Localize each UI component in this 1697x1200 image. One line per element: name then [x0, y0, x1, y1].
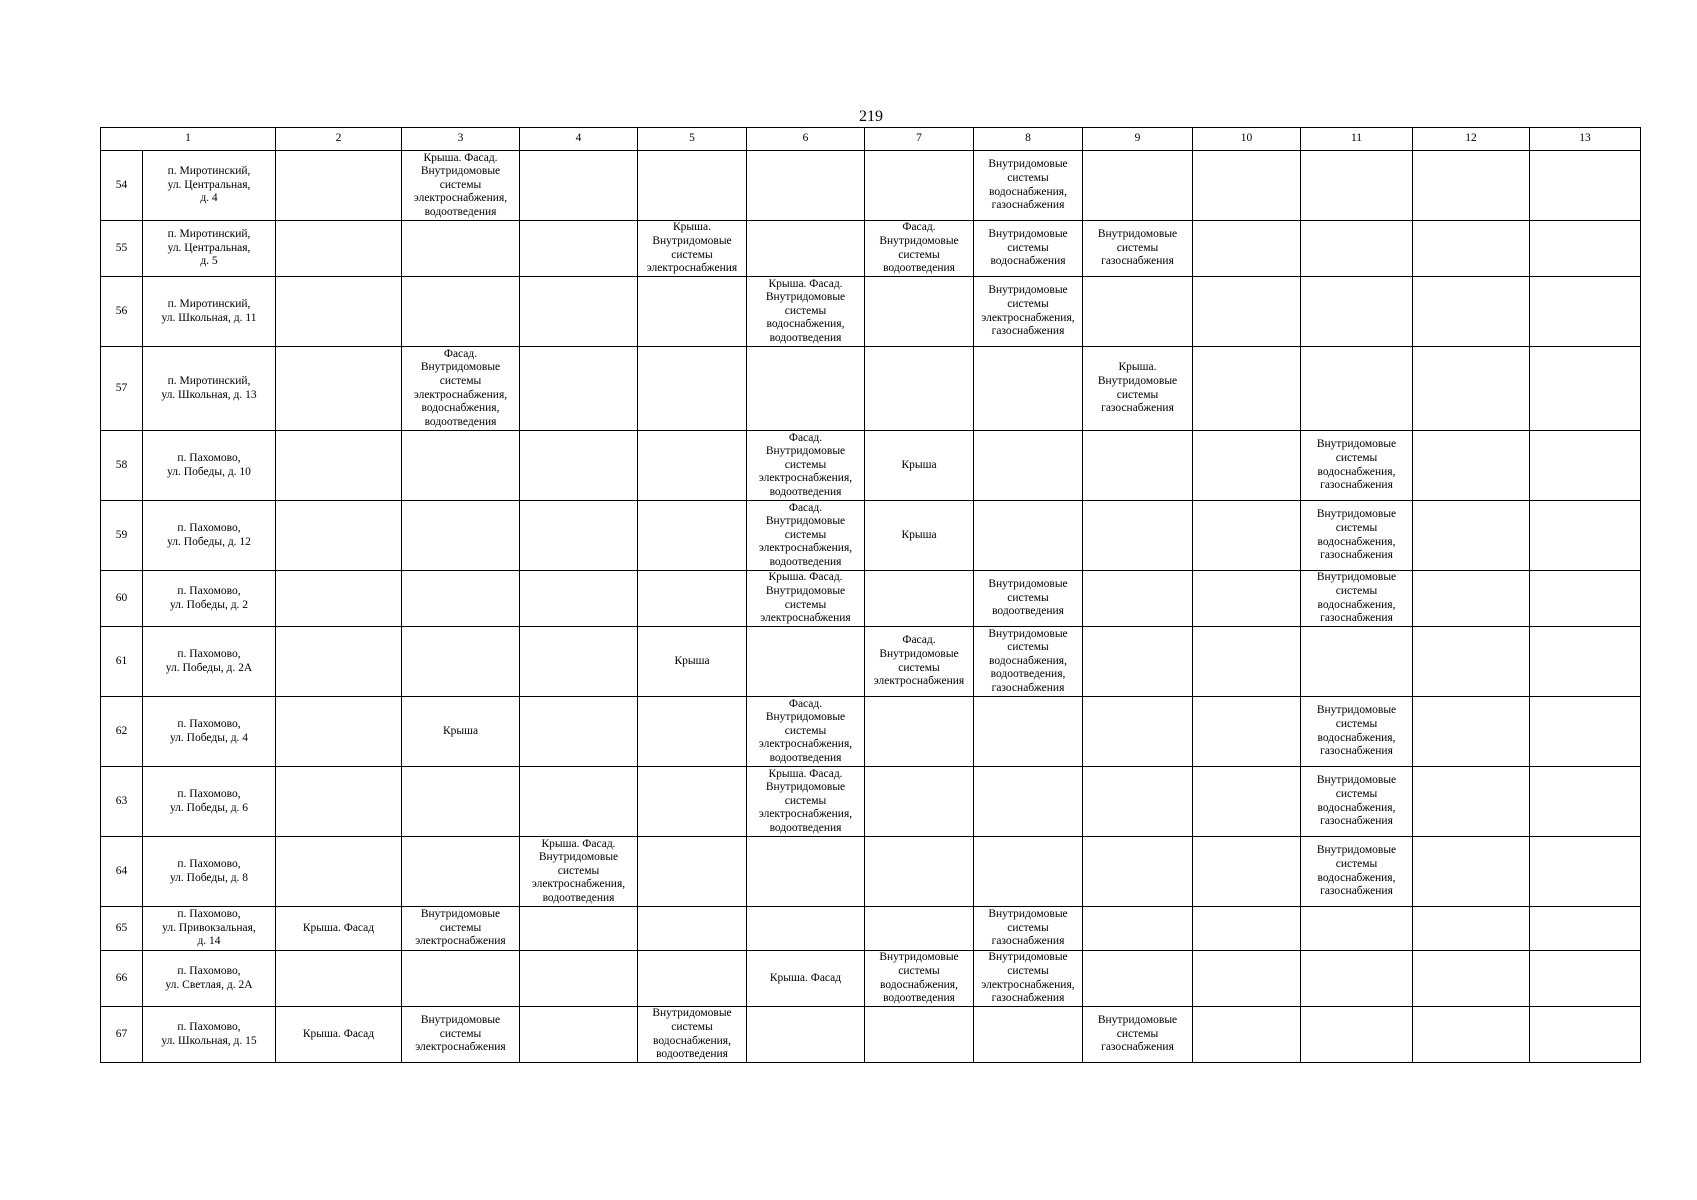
column-number-header: 5 — [638, 128, 747, 151]
column-number-header: 7 — [865, 128, 974, 151]
work-type-cell — [1301, 907, 1413, 951]
work-type-cell: Внутридомовые системы электроснабжения — [402, 907, 520, 951]
work-type-cell — [1530, 697, 1641, 767]
work-type-cell — [638, 571, 747, 627]
table-row — [101, 501, 1641, 571]
work-type-cell: Внутридомовые системы водоснабжения, водоотведения, газоснабжения — [974, 627, 1083, 697]
work-type-cell — [638, 151, 747, 221]
work-type-cell — [1413, 221, 1530, 277]
work-type-cell — [1083, 767, 1193, 837]
work-type-cell — [865, 697, 974, 767]
work-type-cell — [1193, 277, 1301, 347]
work-type-cell — [1530, 571, 1641, 627]
work-type-cell — [402, 277, 520, 347]
column-number-header: 11 — [1301, 128, 1413, 151]
work-type-cell — [1413, 951, 1530, 1007]
work-type-cell — [1193, 151, 1301, 221]
work-type-cell — [974, 697, 1083, 767]
work-type-cell — [1083, 627, 1193, 697]
row-number: 64 — [101, 837, 143, 907]
column-number-header: 10 — [1193, 128, 1301, 151]
work-type-cell — [1083, 277, 1193, 347]
work-type-cell — [638, 907, 747, 951]
work-type-cell — [747, 1007, 865, 1063]
work-type-cell — [276, 501, 402, 571]
work-type-cell: Крыша. Фасад. Внутридомовые системы водоснабжения, водоотведения — [747, 277, 865, 347]
work-type-cell — [1083, 151, 1193, 221]
table-row — [101, 697, 1641, 767]
work-type-cell — [747, 627, 865, 697]
work-type-cell — [638, 951, 747, 1007]
row-number: 56 — [101, 277, 143, 347]
table-row — [101, 431, 1641, 501]
work-type-cell — [1083, 951, 1193, 1007]
work-type-cell — [402, 431, 520, 501]
work-type-cell — [1530, 951, 1641, 1007]
work-type-cell — [520, 907, 638, 951]
work-type-cell: Крыша — [865, 431, 974, 501]
work-type-cell — [1413, 837, 1530, 907]
work-type-cell — [276, 431, 402, 501]
work-type-cell — [638, 277, 747, 347]
column-number-header: 1 — [101, 128, 276, 151]
work-type-cell — [638, 501, 747, 571]
work-type-cell — [276, 347, 402, 431]
work-type-cell — [520, 571, 638, 627]
address-cell: п. Пахомово, ул. Привокзальная, д. 14 — [143, 907, 276, 951]
work-type-cell — [402, 627, 520, 697]
work-type-cell — [402, 221, 520, 277]
work-type-cell: Крыша. Внутридомовые системы газоснабжения — [1083, 347, 1193, 431]
work-type-cell — [276, 837, 402, 907]
column-number-row — [101, 128, 1641, 151]
work-type-cell — [276, 571, 402, 627]
address-cell: п. Миротинский, ул. Школьная, д. 11 — [143, 277, 276, 347]
work-type-cell — [1301, 221, 1413, 277]
work-type-cell: Крыша — [638, 627, 747, 697]
work-type-cell — [1530, 221, 1641, 277]
work-type-cell — [865, 151, 974, 221]
table-row — [101, 277, 1641, 347]
work-type-cell — [638, 697, 747, 767]
work-type-cell — [1193, 951, 1301, 1007]
work-type-cell: Фасад. Внутридомовые системы электроснабжения — [865, 627, 974, 697]
row-number: 63 — [101, 767, 143, 837]
work-type-cell: Внутридомовые системы водоснабжения, газоснабжения — [974, 151, 1083, 221]
row-number: 58 — [101, 431, 143, 501]
work-type-cell: Внутридомовые системы водоотведения — [974, 571, 1083, 627]
work-type-cell: Крыша. Фасад. Внутридомовые системы электроснабжения, водоотведения — [402, 151, 520, 221]
address-cell: п. Пахомово, ул. Победы, д. 8 — [143, 837, 276, 907]
work-type-cell — [402, 767, 520, 837]
work-type-cell — [865, 277, 974, 347]
work-type-cell — [1413, 277, 1530, 347]
work-type-cell — [1193, 627, 1301, 697]
column-number-header: 12 — [1413, 128, 1530, 151]
work-type-cell — [520, 1007, 638, 1063]
work-type-cell: Крыша. Фасад — [747, 951, 865, 1007]
work-type-cell — [1413, 347, 1530, 431]
table-row — [101, 1007, 1641, 1063]
row-number: 62 — [101, 697, 143, 767]
work-type-cell — [974, 837, 1083, 907]
work-type-cell — [865, 571, 974, 627]
work-type-cell — [276, 697, 402, 767]
work-type-cell: Внутридомовые системы водоснабжения — [974, 221, 1083, 277]
row-number: 59 — [101, 501, 143, 571]
work-type-cell: Внутридомовые системы водоснабжения, газоснабжения — [1301, 837, 1413, 907]
work-type-cell: Внутридомовые системы электроснабжения, газоснабжения — [974, 951, 1083, 1007]
work-type-cell — [638, 767, 747, 837]
work-type-cell: Крыша. Фасад — [276, 907, 402, 951]
work-type-cell — [1301, 951, 1413, 1007]
work-type-cell — [1083, 571, 1193, 627]
table-row — [101, 151, 1641, 221]
work-type-cell — [1413, 907, 1530, 951]
work-type-cell: Крыша. Внутридомовые системы электроснабжения — [638, 221, 747, 277]
work-type-cell — [747, 221, 865, 277]
work-type-cell — [1193, 501, 1301, 571]
column-number-header: 3 — [402, 128, 520, 151]
work-type-cell: Внутридомовые системы водоснабжения, водоотведения — [638, 1007, 747, 1063]
work-type-cell — [402, 951, 520, 1007]
work-type-cell — [1083, 431, 1193, 501]
table-row — [101, 571, 1641, 627]
work-type-cell — [520, 347, 638, 431]
address-cell: п. Пахомово, ул. Победы, д. 2 — [143, 571, 276, 627]
work-type-cell — [520, 277, 638, 347]
work-type-cell: Внутридомовые системы водоснабжения, газоснабжения — [1301, 571, 1413, 627]
work-type-cell: Внутридомовые системы водоснабжения, водоотведения — [865, 951, 974, 1007]
work-type-cell — [1530, 907, 1641, 951]
address-cell: п. Пахомово, ул. Победы, д. 10 — [143, 431, 276, 501]
work-type-cell: Внутридомовые системы водоснабжения, газоснабжения — [1301, 501, 1413, 571]
work-type-cell — [1083, 697, 1193, 767]
work-type-cell — [1413, 501, 1530, 571]
work-type-cell: Крыша — [865, 501, 974, 571]
row-number: 55 — [101, 221, 143, 277]
work-type-cell — [276, 151, 402, 221]
work-type-cell — [974, 347, 1083, 431]
address-cell: п. Пахомово, ул. Победы, д. 2А — [143, 627, 276, 697]
work-type-cell — [520, 951, 638, 1007]
work-type-cell — [1530, 837, 1641, 907]
work-type-cell — [865, 1007, 974, 1063]
work-type-cell — [1413, 627, 1530, 697]
work-type-cell: Внутридомовые системы водоснабжения, газоснабжения — [1301, 767, 1413, 837]
work-type-cell — [974, 1007, 1083, 1063]
work-type-cell — [1193, 837, 1301, 907]
work-type-cell — [276, 277, 402, 347]
work-type-cell — [1193, 907, 1301, 951]
work-type-cell: Крыша. Фасад. Внутридомовые системы электроснабжения, водоотведения — [747, 767, 865, 837]
work-type-cell — [865, 837, 974, 907]
work-type-cell — [520, 431, 638, 501]
work-type-cell: Внутридомовые системы газоснабжения — [974, 907, 1083, 951]
work-type-cell: Фасад. Внутридомовые системы водоотведения — [865, 221, 974, 277]
work-type-cell: Внутридомовые системы водоснабжения, газоснабжения — [1301, 697, 1413, 767]
work-type-cell — [1530, 347, 1641, 431]
table-row — [101, 907, 1641, 951]
work-type-cell — [1193, 431, 1301, 501]
address-cell: п. Пахомово, ул. Победы, д. 4 — [143, 697, 276, 767]
work-type-cell — [520, 151, 638, 221]
work-type-cell — [974, 501, 1083, 571]
work-type-cell — [276, 221, 402, 277]
row-number: 57 — [101, 347, 143, 431]
table-row — [101, 951, 1641, 1007]
work-type-cell: Внутридомовые системы водоснабжения, газоснабжения — [1301, 431, 1413, 501]
work-type-cell — [1530, 277, 1641, 347]
work-type-cell: Внутридомовые системы газоснабжения — [1083, 1007, 1193, 1063]
row-number: 60 — [101, 571, 143, 627]
work-type-cell: Фасад. Внутридомовые системы электроснабжения, водоотведения — [747, 431, 865, 501]
work-type-cell: Крыша. Фасад. Внутридомовые системы электроснабжения — [747, 571, 865, 627]
work-type-cell: Фасад. Внутридомовые системы электроснабжения, водоотведения — [747, 697, 865, 767]
work-type-cell — [520, 767, 638, 837]
address-cell: п. Пахомово, ул. Победы, д. 6 — [143, 767, 276, 837]
address-cell: п. Миротинский, ул. Центральная, д. 5 — [143, 221, 276, 277]
row-number: 61 — [101, 627, 143, 697]
work-type-cell — [865, 767, 974, 837]
work-type-cell — [1193, 347, 1301, 431]
table-row — [101, 627, 1641, 697]
work-type-cell — [1083, 837, 1193, 907]
work-type-cell — [402, 501, 520, 571]
row-number: 67 — [101, 1007, 143, 1063]
work-type-cell — [1413, 151, 1530, 221]
work-type-cell — [520, 697, 638, 767]
row-number: 65 — [101, 907, 143, 951]
address-cell: п. Миротинский, ул. Центральная, д. 4 — [143, 151, 276, 221]
table-row — [101, 221, 1641, 277]
column-number-header: 6 — [747, 128, 865, 151]
column-number-header: 13 — [1530, 128, 1641, 151]
work-type-cell: Крыша. Фасад. Внутридомовые системы электроснабжения, водоотведения — [520, 837, 638, 907]
column-number-header: 8 — [974, 128, 1083, 151]
row-number: 54 — [101, 151, 143, 221]
work-type-cell: Внутридомовые системы электроснабжения, газоснабжения — [974, 277, 1083, 347]
work-type-cell — [1530, 431, 1641, 501]
work-type-cell — [276, 627, 402, 697]
work-type-cell — [638, 347, 747, 431]
work-type-cell: Внутридомовые системы электроснабжения — [402, 1007, 520, 1063]
work-type-cell — [1193, 1007, 1301, 1063]
repair-schedule-table — [100, 127, 1641, 1063]
work-type-cell — [1193, 767, 1301, 837]
work-type-cell — [865, 347, 974, 431]
work-type-cell — [1193, 571, 1301, 627]
table-row — [101, 767, 1641, 837]
work-type-cell: Фасад. Внутридомовые системы электроснабжения, водоотведения — [747, 501, 865, 571]
column-number-header: 2 — [276, 128, 402, 151]
table-row — [101, 347, 1641, 431]
work-type-cell — [747, 907, 865, 951]
work-type-cell — [520, 221, 638, 277]
work-type-cell — [520, 501, 638, 571]
work-type-cell — [276, 767, 402, 837]
work-type-cell — [276, 951, 402, 1007]
address-cell: п. Пахомово, ул. Светлая, д. 2А — [143, 951, 276, 1007]
work-type-cell — [1083, 907, 1193, 951]
work-type-cell: Крыша. Фасад — [276, 1007, 402, 1063]
work-type-cell: Фасад. Внутридомовые системы электроснабжения, водоснабжения, водоотведения — [402, 347, 520, 431]
work-type-cell — [638, 837, 747, 907]
work-type-cell: Внутридомовые системы газоснабжения — [1083, 221, 1193, 277]
column-number-header: 4 — [520, 128, 638, 151]
work-type-cell — [402, 571, 520, 627]
column-number-header: 9 — [1083, 128, 1193, 151]
work-type-cell — [1413, 571, 1530, 627]
work-type-cell — [520, 627, 638, 697]
work-type-cell — [1413, 1007, 1530, 1063]
work-type-cell — [1193, 697, 1301, 767]
work-type-cell — [402, 837, 520, 907]
page-number: 219 — [859, 108, 883, 125]
work-type-cell — [1083, 501, 1193, 571]
address-cell: п. Миротинский, ул. Школьная, д. 13 — [143, 347, 276, 431]
work-type-cell — [1301, 347, 1413, 431]
table-row — [101, 837, 1641, 907]
work-type-cell — [638, 431, 747, 501]
work-type-cell — [865, 907, 974, 951]
address-cell: п. Пахомово, ул. Победы, д. 12 — [143, 501, 276, 571]
work-type-cell — [1301, 277, 1413, 347]
work-type-cell — [974, 431, 1083, 501]
work-type-cell: Крыша — [402, 697, 520, 767]
work-type-cell — [1301, 151, 1413, 221]
work-type-cell — [747, 151, 865, 221]
work-type-cell — [747, 347, 865, 431]
work-type-cell — [1413, 431, 1530, 501]
work-type-cell — [1413, 767, 1530, 837]
work-type-cell — [1530, 767, 1641, 837]
work-type-cell — [974, 767, 1083, 837]
row-number: 66 — [101, 951, 143, 1007]
work-type-cell — [1413, 697, 1530, 767]
work-type-cell — [1530, 501, 1641, 571]
work-type-cell — [1301, 627, 1413, 697]
work-type-cell — [747, 837, 865, 907]
work-type-cell — [1193, 221, 1301, 277]
work-type-cell — [1301, 1007, 1413, 1063]
work-type-cell — [1530, 151, 1641, 221]
address-cell: п. Пахомово, ул. Школьная, д. 15 — [143, 1007, 276, 1063]
work-type-cell — [1530, 627, 1641, 697]
work-type-cell — [1530, 1007, 1641, 1063]
